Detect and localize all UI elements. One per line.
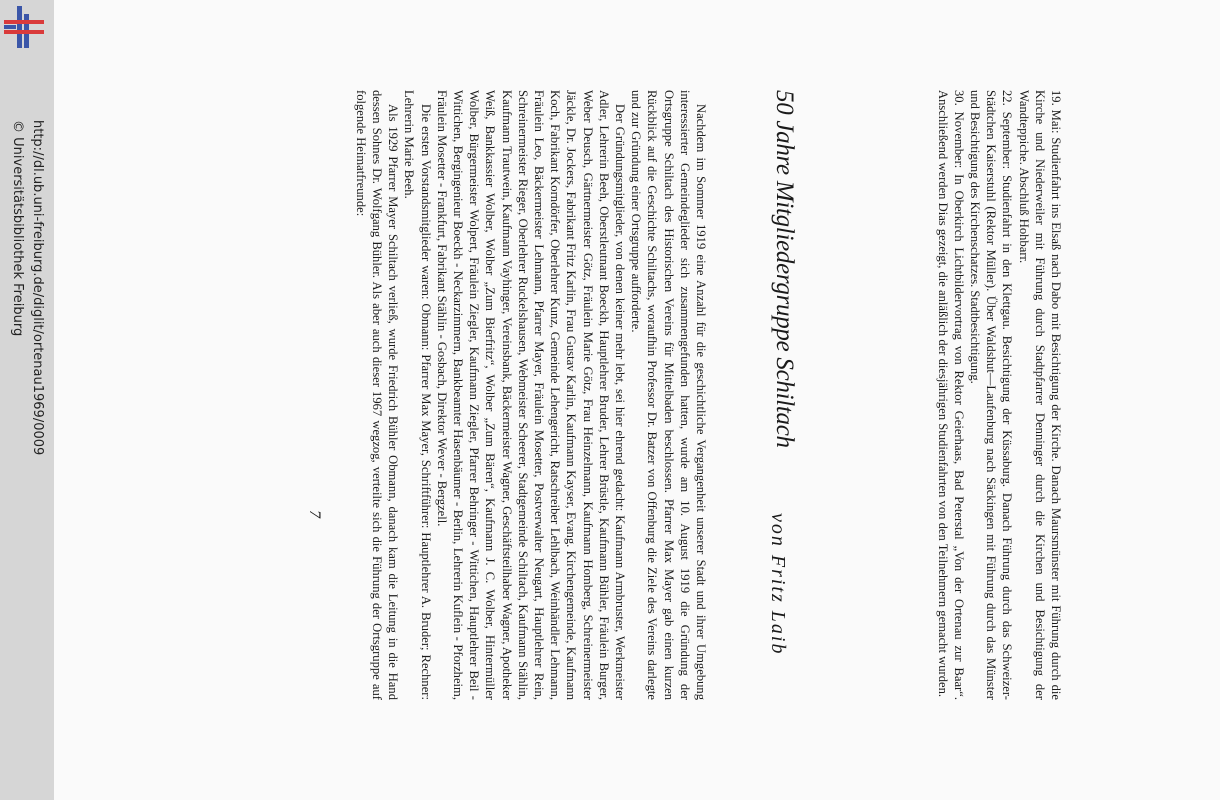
paragraph: Der Gründungsmitglieder, von denen keiner mehr lebt, sei hier ehrend gedacht: Kaufmann Armbruster, Werkmeister Adler, Lehrerin Beeh, Oberstleutnant Boeckh, Hauptlehrer Bruder, Lehrer Brüstle, Kaufmann Bühler, Fräulein Burger, Weber Deusch, Gärtnermeister Götz, Fräulein Marie Götz, Frau Heinzelmann, Kaufmann Homberg, Schreinermeister Jäckle, Dr. Jockers, Fabrikant Fritz Karlin, Frau Gustav Karlin, Kaufmann Kayser, Evang. Kirchengemeinde, Kaufmann Koch, Fabrikant Korndörfer, Oberlehrer Kunz, Gemeinde Lehengericht, Ratschreiber Lehlbach, Weinhändler Lehmann, Fräulein Leo, Bäckermeister Lehmann, Pfarrer Mayer, Fräulein Mosetter, Postverwalter Neugart, Hauptlehrer Rein, Schreinermeister Rieger, Oberlehrer Ruckelshausen, Webmeister Scheerer, Stadtgemeinde Schiltach, Kaufmann Stählin, Kaufmann Trautwein, Kaufmann Vayhinger, Vereinsbank, Bäckermeister Wagner, Geschäftsteilhaber Wagner, Apotheker Weiß, Bankkassier Wolber, Wolber „Zum Bierfritz“, Wolber „Zum Bären“, Kaufmann J. C. Wolber, Hintermüller Wolber, Bürgermeister Wolpert, Fräulein Ziegler, Kaufmann Ziegler, Pfarrer Behringer - Wittichen, Hauptlehrer Beil - Wittichen, Bergingenieur Boeckh - Neckarzimmern, Bankbeamter Hasenbäumer - Berlin, Lehrerin Kuflein - Pforzheim, Fräulein Mosetter - Frankfurt, Fabrikant Stählin - Gosbach, Direktor Wever - Bergzell.: [434, 90, 627, 700]
source-url[interactable]: http://dl.ub.uni-freiburg.de/diglit/ortenau1969/0009: [30, 120, 45, 456]
paragraph: Nachdem im Sommer 1919 eine Anzahl für die geschichtliche Vergangenheit unserer Stadt und ihrer Umgebung interessierter Gemeindeglieder sich zusammengefunden hatten, wurde am 10. August 1919 die Gründung der Ortsgruppe Schiltach des Historischen Vereins für Mittelbaden beschlossen. Pfarrer Max Mayer gab einen kurzen Rückblick auf die Geschichte Schiltachs, woraufhin Professor Dr. Batzer von Offenburg die Ziele des Vereins darlegte und zur Gründung einer Ortsgruppe aufforderte.: [629, 90, 708, 700]
paragraph: 30. November: In Oberkirch Lichtbildervortrag von Rektor Geierhaas, Bad Peterstal „Von der Ortenau zur Baar“. Anschließend werden Dias gezeigt, die anläßlich der diesjährigen Studienfahrten von den Teilnehmern gemacht wurden.: [935, 90, 966, 700]
paragraph: 22. September: Studienfahrt in den Klettgau. Besichtigung der Küssaburg. Danach Führung durch das Schweizer-Städtchen Kaiserstuhl (Rektor Müller). Über Waldshut—Laufenburg nach Säckingen mit Führung durch das Münster und Besichtigung des Kirchenschatzes. Stadtbesichtigung.: [967, 90, 1015, 700]
paragraph: Die ersten Vorstandsmitglieder waren: Obmann: Pfarrer Max Mayer, Schriftführer: Hauptlehrer A. Bruder; Rechner: Lehrerin Marie Beeh.: [402, 90, 433, 700]
paragraph: 19. Mai: Studienfahrt ins Elsaß nach Dabo mit Besichtigung der Kirche. Danach Maursmünster mit Führung durch die Kirche und Niederweiler mit Führung durch Stadtpfarrer Denninger durch die Kirchen und Besichtigung der Wandteppiche. Abschluß Hohbarr.: [1016, 90, 1063, 700]
article-author: von Fritz Laib: [767, 513, 789, 656]
paragraph: Als 1929 Pfarrer Mayer Schiltach verließ, wurde Friedrich Bühler Obmann, danach kam die Leitung in die Hand dessen Sohnes Dr. Wolfgang Bühler. Als aber auch dieser 1967 wegzog, verteilte sich die Führung der Ortsgruppe auf folgende Heimatfreunde:: [353, 90, 401, 700]
page-viewport[interactable]: [54, 0, 1220, 800]
previous-article-end: [934, 90, 1064, 700]
scanned-page: [244, 50, 1144, 730]
page-number: 7: [306, 510, 323, 518]
library-logo-icon: [4, 6, 44, 48]
article-body: [353, 90, 709, 700]
article-title: 50 Jahre Mitgliedergruppe Schiltach: [771, 90, 798, 448]
sidebar-source-info: [7, 120, 47, 680]
viewer-sidebar: [0, 0, 54, 800]
copyright-notice: © Universitätsbibliothek Freiburg: [10, 120, 25, 337]
